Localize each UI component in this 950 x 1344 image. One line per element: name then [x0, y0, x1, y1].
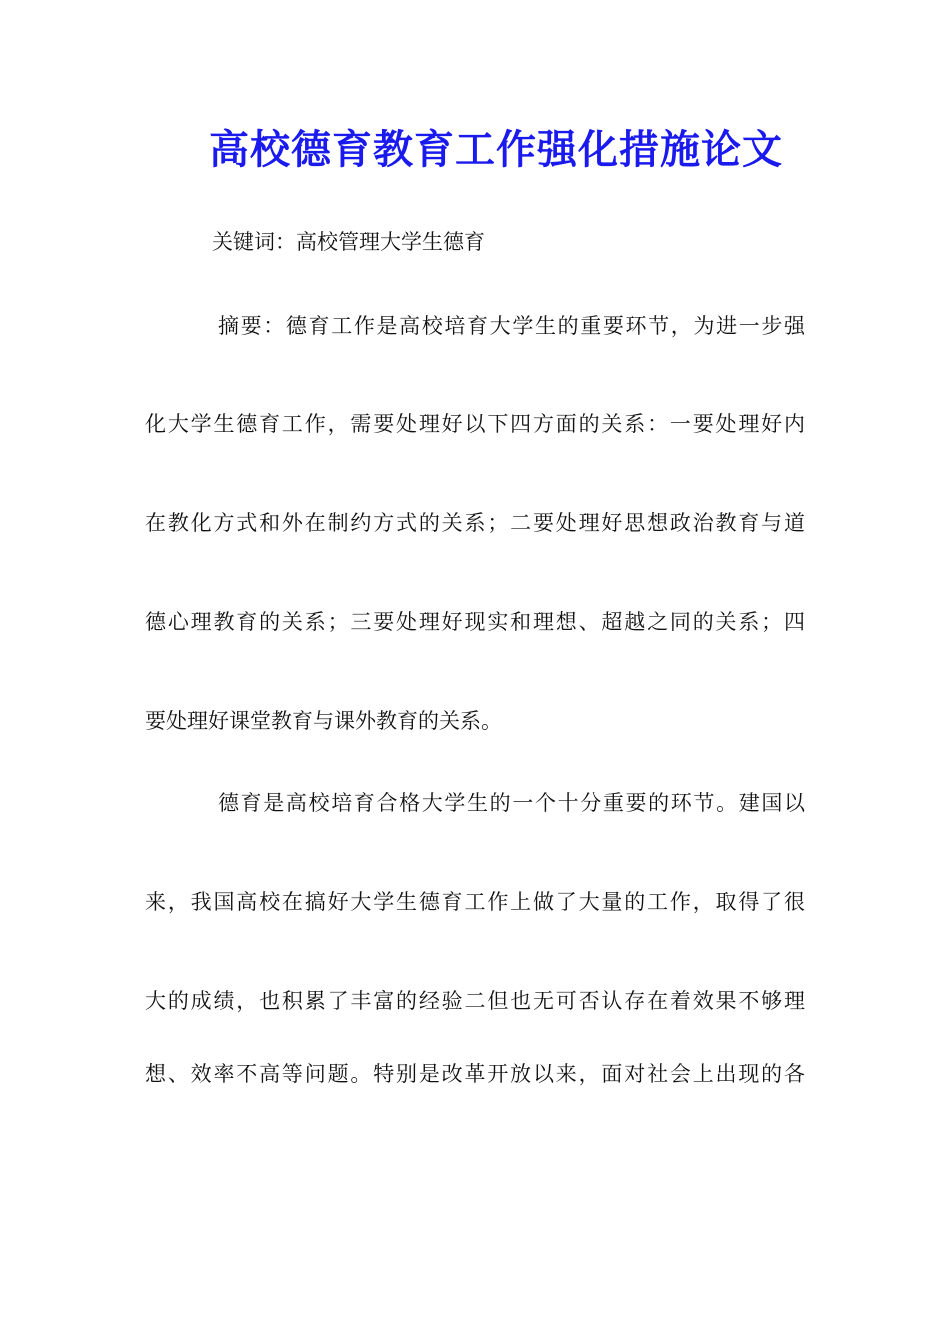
- abstract-line-3: 在教化方式和外在制约方式的关系；二要处理好思想政治教育与道: [145, 511, 805, 535]
- abstract-line-1: 摘要：德育工作是高校培育大学生的重要环节，为进一步强: [218, 314, 805, 338]
- abstract-line-4: 德心理教育的关系；三要处理好现实和理想、超越之同的关系；四: [145, 610, 805, 634]
- document-title: 高校德育教育工作强化措施论文: [209, 126, 783, 173]
- abstract-line-5: 要处理好课堂教育与课外教育的关系。: [145, 709, 502, 733]
- body-line-1: 德育是高校培育合格大学生的一个十分重要的环节。建国以: [218, 791, 805, 815]
- body-line-2: 来，我国高校在搞好大学生德育工作上做了大量的工作，取得了很: [145, 890, 805, 914]
- body-line-4: 想、效率不高等问题。特别是改革开放以来，面对社会上出现的各: [145, 1062, 805, 1086]
- abstract-line-2: 化大学生德育工作，需要处理好以下四方面的关系：一要处理好内: [145, 412, 805, 436]
- body-line-3: 大的成绩，也积累了丰富的经验二但也无可否认存在着效果不够理: [145, 989, 805, 1013]
- keywords-line: 关键词：高校管理大学生德育: [212, 230, 485, 254]
